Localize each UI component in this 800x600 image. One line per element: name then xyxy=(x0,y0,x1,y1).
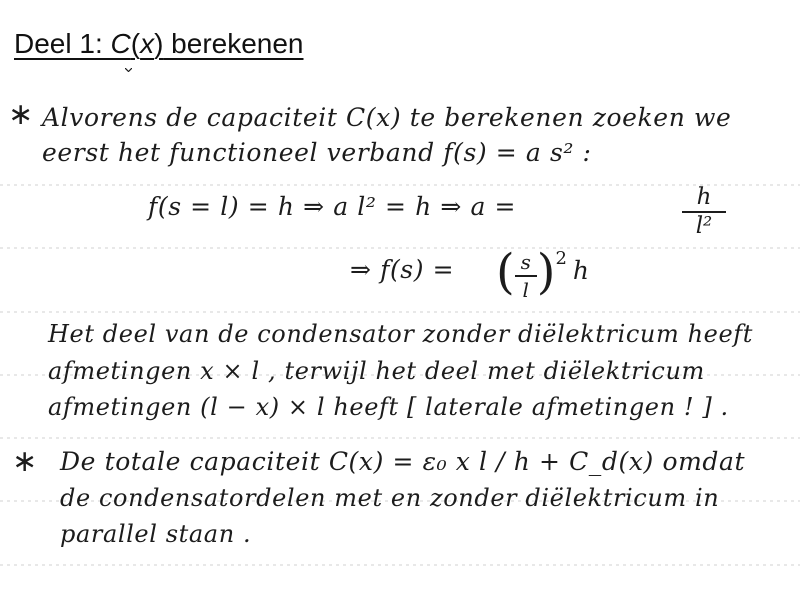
paragraph3-line2: de condensatordelen met en zonder diëlektricum in xyxy=(60,484,720,512)
paragraph2-line3: afmetingen (l − x) × l heeft [ laterale afmetingen ! ] . xyxy=(48,393,729,421)
paragraph3-line1: De totale capaciteit C(x) = ε₀ x l / h + C_d(x) omdat xyxy=(60,447,746,476)
paragraph1-line2: eerst het functioneel verband f(s) = a s² : xyxy=(42,138,592,167)
bullet-asterisk: ∗ xyxy=(12,444,38,479)
paragraph2-line1: Het deel van de condensator zonder diëlektricum heeft xyxy=(48,320,753,348)
page-title: Deel 1: C(x) berekenen xyxy=(14,28,304,59)
expression-s-over-l-squared-h: $(\frac{s}{l})2$ h xyxy=(496,244,590,302)
paragraph3-line3: parallel staan . xyxy=(60,520,252,548)
bullet-asterisk: ∗ xyxy=(8,97,34,132)
paragraph1-line1: Alvorens de capaciteit C(x) te berekenen zoeken we xyxy=(42,103,732,132)
fraction-h-over-l-squared: h l² xyxy=(682,186,726,237)
equation-f-of-s: ⇒ f(s) = xyxy=(350,255,455,284)
paragraph2-line2: afmetingen x × l , terwijl het deel met diëlektricum xyxy=(48,357,705,385)
equation-solve-a: f(s = l) = h ⇒ a l² = h ⇒ a = xyxy=(148,192,517,221)
title-tick-mark xyxy=(125,68,132,72)
